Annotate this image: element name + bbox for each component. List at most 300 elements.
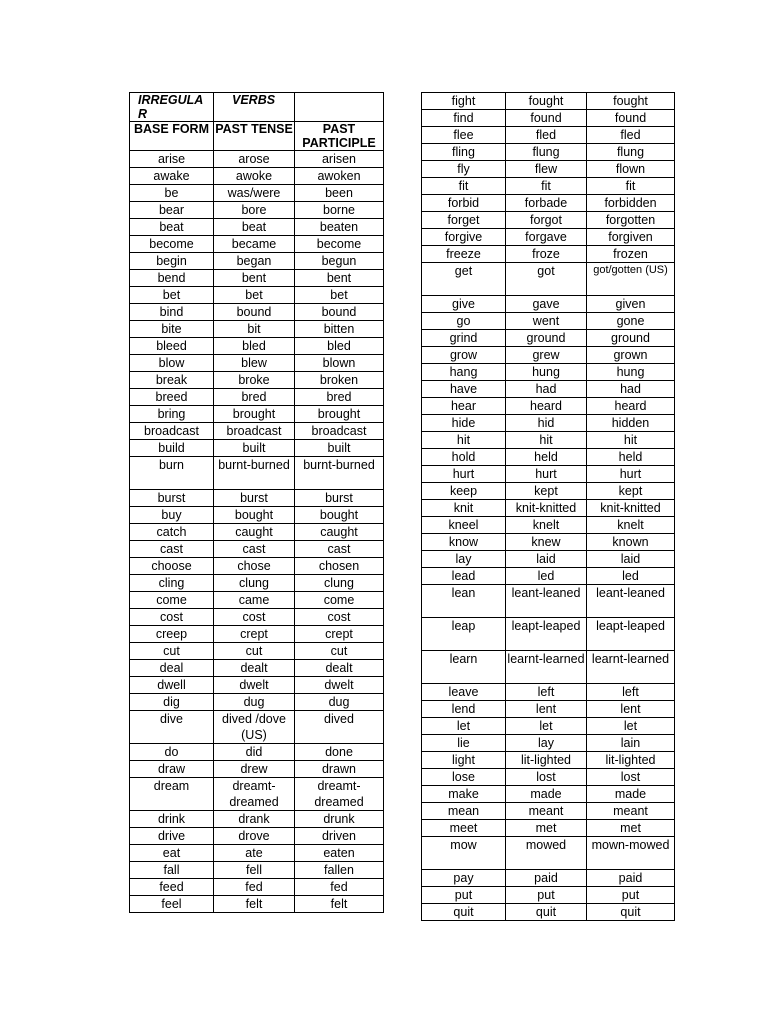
past-tense-cell: drove: [214, 828, 295, 845]
base-form-cell: lay: [422, 551, 506, 568]
verb-row: [130, 677, 384, 694]
verb-row: [130, 896, 384, 913]
verb-row: [130, 862, 384, 879]
verb-row: [422, 585, 675, 618]
past-tense-cell: froze: [506, 246, 587, 263]
base-form-cell: leave: [422, 684, 506, 701]
past-tense-cell: kept: [506, 483, 587, 500]
past-participle-cell: bent: [295, 270, 384, 287]
verb-row: [130, 778, 384, 811]
verb-row: [422, 534, 675, 551]
past-participle-cell: held: [587, 449, 675, 466]
base-form-cell: hold: [422, 449, 506, 466]
verb-row: [130, 575, 384, 592]
past-participle-cell: caught: [295, 524, 384, 541]
verb-row: [422, 364, 675, 381]
past-tense-cell: bought: [214, 507, 295, 524]
base-form-cell: buy: [130, 507, 214, 524]
verb-row: [130, 287, 384, 304]
past-tense-cell: heard: [506, 398, 587, 415]
verb-row: [422, 752, 675, 769]
past-participle-cell: begun: [295, 253, 384, 270]
verb-row: [130, 845, 384, 862]
verb-row: [422, 178, 675, 195]
verb-row: [422, 195, 675, 212]
verb-row: [422, 684, 675, 701]
past-participle-cell: hit: [587, 432, 675, 449]
verb-row: [130, 321, 384, 338]
past-participle-cell: bled: [295, 338, 384, 355]
past-participle-cell: burst: [295, 490, 384, 507]
verb-row: [130, 423, 384, 440]
past-participle-cell: grown: [587, 347, 675, 364]
past-tense-cell: burnt-burned: [214, 457, 295, 490]
verb-row: [130, 168, 384, 185]
verb-row: [130, 202, 384, 219]
base-form-cell: awake: [130, 168, 214, 185]
base-form-cell: find: [422, 110, 506, 127]
base-form-cell: build: [130, 440, 214, 457]
past-tense-cell: grew: [506, 347, 587, 364]
base-form-cell: dwell: [130, 677, 214, 694]
past-participle-cell: cost: [295, 609, 384, 626]
past-participle-cell: done: [295, 744, 384, 761]
past-participle-cell: bet: [295, 287, 384, 304]
past-participle-cell: dwelt: [295, 677, 384, 694]
verb-row: [422, 651, 675, 684]
past-participle-cell: dug: [295, 694, 384, 711]
base-form-cell: lend: [422, 701, 506, 718]
verb-row: [130, 541, 384, 558]
base-form-cell: cut: [130, 643, 214, 660]
verb-row: [130, 151, 384, 168]
verb-row: [422, 820, 675, 837]
base-form-cell: eat: [130, 845, 214, 862]
irregular-verbs-table-right: [421, 92, 675, 921]
past-participle-cell: crept: [295, 626, 384, 643]
past-participle-cell: fought: [587, 93, 675, 110]
verb-row: [422, 381, 675, 398]
past-tense-cell: knew: [506, 534, 587, 551]
past-participle-cell: clung: [295, 575, 384, 592]
past-participle-cell: got/gotten (US): [587, 263, 675, 296]
past-participle-cell: lain: [587, 735, 675, 752]
base-form-cell: bind: [130, 304, 214, 321]
base-form-cell: light: [422, 752, 506, 769]
past-tense-cell: meant: [506, 803, 587, 820]
verb-row: [422, 263, 675, 296]
verb-row: [422, 887, 675, 904]
verb-row: [130, 304, 384, 321]
past-participle-cell: come: [295, 592, 384, 609]
past-tense-cell: bred: [214, 389, 295, 406]
verb-row: [130, 626, 384, 643]
verb-row: [130, 524, 384, 541]
base-form-cell: put: [422, 887, 506, 904]
verb-row: [130, 761, 384, 778]
base-form-cell: mow: [422, 837, 506, 870]
base-form-cell: breed: [130, 389, 214, 406]
past-participle-cell: been: [295, 185, 384, 202]
base-form-cell: lead: [422, 568, 506, 585]
past-tense-cell: knelt: [506, 517, 587, 534]
past-tense-cell: bound: [214, 304, 295, 321]
verb-row: [130, 609, 384, 626]
past-tense-cell: built: [214, 440, 295, 457]
verb-row: [130, 879, 384, 896]
header-past-participle: PAST PARTICIPLE: [295, 122, 384, 151]
past-participle-cell: fallen: [295, 862, 384, 879]
verb-row: [130, 592, 384, 609]
past-participle-cell: laid: [587, 551, 675, 568]
past-tense-cell: paid: [506, 870, 587, 887]
base-form-cell: drive: [130, 828, 214, 845]
base-form-cell: feel: [130, 896, 214, 913]
past-participle-cell: forgotten: [587, 212, 675, 229]
verb-row: [422, 161, 675, 178]
verb-row: [130, 372, 384, 389]
past-tense-cell: made: [506, 786, 587, 803]
past-participle-cell: let: [587, 718, 675, 735]
past-participle-cell: bought: [295, 507, 384, 524]
header-base-form: BASE FORM: [130, 122, 214, 151]
past-tense-cell: bore: [214, 202, 295, 219]
past-participle-cell: dreamt-dreamed: [295, 778, 384, 811]
verb-row: [422, 296, 675, 313]
past-participle-cell: broken: [295, 372, 384, 389]
base-form-cell: blow: [130, 355, 214, 372]
past-participle-cell: heard: [587, 398, 675, 415]
base-form-cell: lose: [422, 769, 506, 786]
verb-row: [422, 904, 675, 921]
verb-row: [130, 643, 384, 660]
base-form-cell: kneel: [422, 517, 506, 534]
base-form-cell: give: [422, 296, 506, 313]
verb-row: [422, 500, 675, 517]
past-tense-cell: dug: [214, 694, 295, 711]
base-form-cell: fall: [130, 862, 214, 879]
past-participle-cell: built: [295, 440, 384, 457]
past-tense-cell: blew: [214, 355, 295, 372]
verb-row: [422, 618, 675, 651]
past-participle-cell: had: [587, 381, 675, 398]
base-form-cell: do: [130, 744, 214, 761]
past-tense-cell: ate: [214, 845, 295, 862]
base-form-cell: forget: [422, 212, 506, 229]
base-form-cell: knit: [422, 500, 506, 517]
past-tense-cell: went: [506, 313, 587, 330]
past-participle-cell: felt: [295, 896, 384, 913]
past-participle-cell: burnt-burned: [295, 457, 384, 490]
base-form-cell: bend: [130, 270, 214, 287]
past-participle-cell: fed: [295, 879, 384, 896]
verb-row: [422, 701, 675, 718]
base-form-cell: choose: [130, 558, 214, 575]
past-participle-cell: mown-mowed: [587, 837, 675, 870]
verb-row: [422, 769, 675, 786]
past-tense-cell: came: [214, 592, 295, 609]
base-form-cell: bite: [130, 321, 214, 338]
past-tense-cell: flung: [506, 144, 587, 161]
verb-row: [422, 212, 675, 229]
base-form-cell: beat: [130, 219, 214, 236]
verb-row: [422, 803, 675, 820]
verb-row: [422, 432, 675, 449]
base-form-cell: bring: [130, 406, 214, 423]
past-participle-cell: beaten: [295, 219, 384, 236]
base-form-cell: leap: [422, 618, 506, 651]
past-participle-cell: quit: [587, 904, 675, 921]
base-form-cell: cost: [130, 609, 214, 626]
base-form-cell: catch: [130, 524, 214, 541]
verb-row: [130, 219, 384, 236]
verb-row: [422, 313, 675, 330]
past-participle-cell: knelt: [587, 517, 675, 534]
past-tense-cell: crept: [214, 626, 295, 643]
verb-row: [130, 338, 384, 355]
past-participle-cell: drunk: [295, 811, 384, 828]
base-form-cell: deal: [130, 660, 214, 677]
past-tense-cell: hung: [506, 364, 587, 381]
verb-row: [130, 270, 384, 287]
verb-row: [422, 110, 675, 127]
past-participle-cell: flung: [587, 144, 675, 161]
verb-row: [422, 870, 675, 887]
base-form-cell: bet: [130, 287, 214, 304]
base-form-cell: bleed: [130, 338, 214, 355]
past-tense-cell: mowed: [506, 837, 587, 870]
past-participle-cell: lit-lighted: [587, 752, 675, 769]
past-tense-cell: beat: [214, 219, 295, 236]
verb-row: [130, 660, 384, 677]
past-tense-cell: forgot: [506, 212, 587, 229]
past-participle-cell: hurt: [587, 466, 675, 483]
base-form-cell: meet: [422, 820, 506, 837]
base-form-cell: begin: [130, 253, 214, 270]
past-participle-cell: become: [295, 236, 384, 253]
verb-row: [130, 490, 384, 507]
verb-row: [130, 389, 384, 406]
past-tense-cell: held: [506, 449, 587, 466]
base-form-cell: freeze: [422, 246, 506, 263]
verb-row: [130, 507, 384, 524]
verb-row: [422, 330, 675, 347]
past-participle-cell: led: [587, 568, 675, 585]
past-participle-cell: drawn: [295, 761, 384, 778]
base-form-cell: fight: [422, 93, 506, 110]
past-participle-cell: forgiven: [587, 229, 675, 246]
past-tense-cell: clung: [214, 575, 295, 592]
base-form-cell: grow: [422, 347, 506, 364]
past-tense-cell: began: [214, 253, 295, 270]
past-tense-cell: quit: [506, 904, 587, 921]
verb-row: [130, 694, 384, 711]
past-participle-cell: leapt-leaped: [587, 618, 675, 651]
past-tense-cell: arose: [214, 151, 295, 168]
right-table-body: [422, 93, 675, 921]
past-tense-cell: knit-knitted: [506, 500, 587, 517]
past-participle-cell: eaten: [295, 845, 384, 862]
table-title: IRREGULA R: [130, 93, 214, 122]
verb-row: [422, 347, 675, 364]
past-tense-cell: let: [506, 718, 587, 735]
past-participle-cell: hung: [587, 364, 675, 381]
past-tense-cell: cost: [214, 609, 295, 626]
base-form-cell: forgive: [422, 229, 506, 246]
verb-row: [422, 837, 675, 870]
verb-row: [422, 144, 675, 161]
base-form-cell: arise: [130, 151, 214, 168]
past-tense-cell: cut: [214, 643, 295, 660]
past-participle-cell: awoken: [295, 168, 384, 185]
base-form-cell: flee: [422, 127, 506, 144]
past-participle-cell: borne: [295, 202, 384, 219]
base-form-cell: feed: [130, 879, 214, 896]
base-form-cell: know: [422, 534, 506, 551]
past-tense-cell: lent: [506, 701, 587, 718]
past-tense-cell: ground: [506, 330, 587, 347]
past-participle-cell: cast: [295, 541, 384, 558]
past-participle-cell: bred: [295, 389, 384, 406]
title-row: [130, 93, 384, 122]
verb-row: [130, 185, 384, 202]
past-tense-cell: hid: [506, 415, 587, 432]
past-participle-cell: known: [587, 534, 675, 551]
verb-row: [422, 551, 675, 568]
base-form-cell: be: [130, 185, 214, 202]
past-tense-cell: dealt: [214, 660, 295, 677]
past-tense-cell: gave: [506, 296, 587, 313]
past-tense-cell: felt: [214, 896, 295, 913]
verb-row: [130, 253, 384, 270]
base-form-cell: break: [130, 372, 214, 389]
verb-row: [130, 828, 384, 845]
past-participle-cell: broadcast: [295, 423, 384, 440]
base-form-cell: let: [422, 718, 506, 735]
base-form-cell: draw: [130, 761, 214, 778]
past-participle-cell: put: [587, 887, 675, 904]
past-tense-cell: hit: [506, 432, 587, 449]
past-tense-cell: dreamt-dreamed: [214, 778, 295, 811]
past-participle-cell: dived: [295, 711, 384, 744]
past-tense-cell: dived /dove (US): [214, 711, 295, 744]
past-participle-cell: found: [587, 110, 675, 127]
past-tense-cell: was/were: [214, 185, 295, 202]
empty-cell: [295, 93, 384, 122]
past-participle-cell: fled: [587, 127, 675, 144]
base-form-cell: cling: [130, 575, 214, 592]
base-form-cell: dig: [130, 694, 214, 711]
verb-row: [130, 355, 384, 372]
past-participle-cell: meant: [587, 803, 675, 820]
past-participle-cell: learnt-learned: [587, 651, 675, 684]
base-form-cell: grind: [422, 330, 506, 347]
base-form-cell: forbid: [422, 195, 506, 212]
past-participle-cell: met: [587, 820, 675, 837]
past-participle-cell: flown: [587, 161, 675, 178]
past-participle-cell: cut: [295, 643, 384, 660]
past-tense-cell: leant-leaned: [506, 585, 587, 618]
verb-row: [130, 440, 384, 457]
verb-row: [422, 246, 675, 263]
past-tense-cell: brought: [214, 406, 295, 423]
verb-row: [422, 718, 675, 735]
base-form-cell: learn: [422, 651, 506, 684]
past-tense-cell: lost: [506, 769, 587, 786]
past-tense-cell: leapt-leaped: [506, 618, 587, 651]
base-form-cell: keep: [422, 483, 506, 500]
base-form-cell: quit: [422, 904, 506, 921]
verb-row: [422, 229, 675, 246]
past-participle-cell: hidden: [587, 415, 675, 432]
base-form-cell: fit: [422, 178, 506, 195]
verb-row: [422, 466, 675, 483]
base-form-cell: broadcast: [130, 423, 214, 440]
base-form-cell: creep: [130, 626, 214, 643]
past-tense-cell: fell: [214, 862, 295, 879]
verb-row: [422, 127, 675, 144]
past-tense-cell: broadcast: [214, 423, 295, 440]
verb-row: [422, 398, 675, 415]
verb-row: [422, 735, 675, 752]
past-tense-cell: fought: [506, 93, 587, 110]
past-tense-cell: lit-lighted: [506, 752, 587, 769]
verb-row: [422, 483, 675, 500]
past-participle-cell: forbidden: [587, 195, 675, 212]
base-form-cell: pay: [422, 870, 506, 887]
past-tense-cell: got: [506, 263, 587, 296]
past-participle-cell: fit: [587, 178, 675, 195]
base-form-cell: hear: [422, 398, 506, 415]
table-title-verbs: VERBS: [214, 93, 295, 122]
verb-row: [422, 568, 675, 585]
past-participle-cell: ground: [587, 330, 675, 347]
past-tense-cell: awoke: [214, 168, 295, 185]
past-participle-cell: blown: [295, 355, 384, 372]
base-form-cell: lean: [422, 585, 506, 618]
base-form-cell: burst: [130, 490, 214, 507]
past-participle-cell: knit-knitted: [587, 500, 675, 517]
base-form-cell: hide: [422, 415, 506, 432]
past-tense-cell: burst: [214, 490, 295, 507]
base-form-cell: become: [130, 236, 214, 253]
verb-row: [130, 744, 384, 761]
base-form-cell: burn: [130, 457, 214, 490]
base-form-cell: cast: [130, 541, 214, 558]
past-tense-cell: drank: [214, 811, 295, 828]
base-form-cell: have: [422, 381, 506, 398]
past-participle-cell: leant-leaned: [587, 585, 675, 618]
base-form-cell: dive: [130, 711, 214, 744]
past-tense-cell: bent: [214, 270, 295, 287]
past-tense-cell: led: [506, 568, 587, 585]
past-participle-cell: given: [587, 296, 675, 313]
past-participle-cell: paid: [587, 870, 675, 887]
verb-row: [422, 415, 675, 432]
past-participle-cell: bound: [295, 304, 384, 321]
base-form-cell: make: [422, 786, 506, 803]
verb-row: [130, 558, 384, 575]
past-tense-cell: forgave: [506, 229, 587, 246]
past-participle-cell: frozen: [587, 246, 675, 263]
past-tense-cell: did: [214, 744, 295, 761]
verb-row: [130, 406, 384, 423]
base-form-cell: go: [422, 313, 506, 330]
verb-row: [422, 93, 675, 110]
past-tense-cell: fled: [506, 127, 587, 144]
past-tense-cell: laid: [506, 551, 587, 568]
base-form-cell: bear: [130, 202, 214, 219]
